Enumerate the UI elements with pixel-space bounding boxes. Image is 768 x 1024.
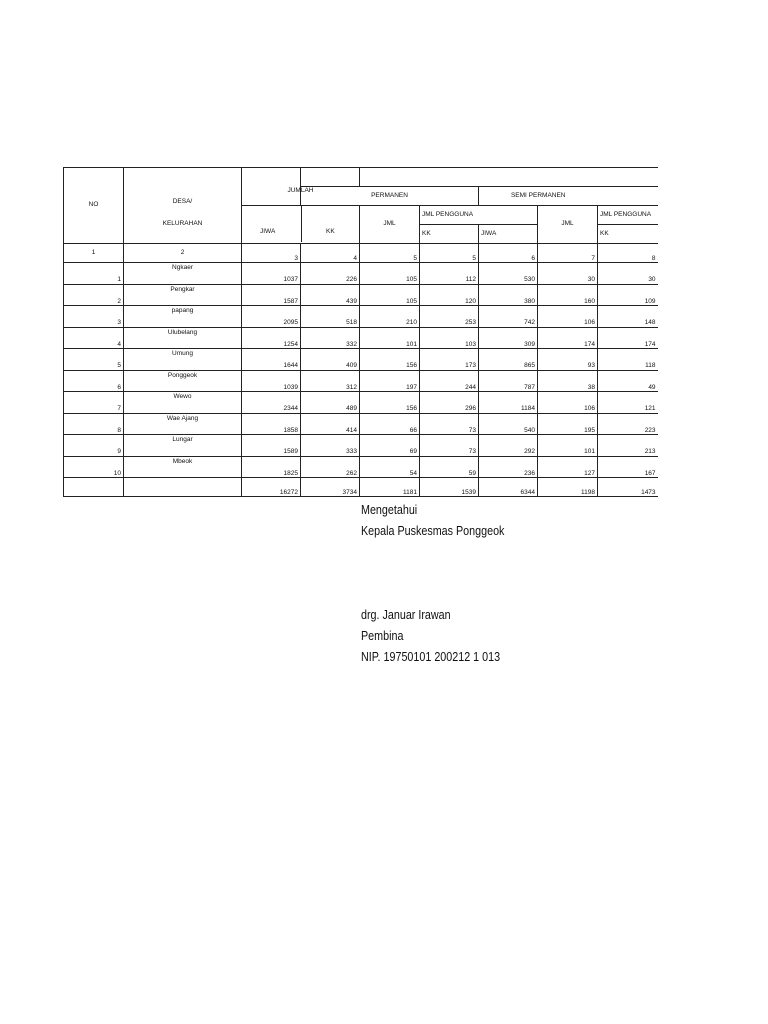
cell-perm-jml: 210 (360, 306, 420, 328)
cell-perm-jiwa: 787 (479, 370, 538, 392)
cell-perm-kk: 120 (420, 284, 479, 306)
cell-no: 9 (64, 435, 124, 457)
cell-kk: 409 (301, 349, 360, 371)
total-semi-kk: 1473 (598, 478, 658, 497)
cell-semi-kk: 213 (598, 435, 658, 457)
cell-no: 4 (64, 327, 124, 349)
signature-rank: Pembina (361, 629, 404, 643)
table-row (64, 413, 658, 435)
cell-semi-kk: 109 (598, 284, 658, 306)
cell-semi-kk: 30 (598, 263, 658, 285)
cell-perm-jiwa: 742 (479, 306, 538, 328)
header-perm-jml: JML (360, 206, 420, 244)
cell-desa: Umung (124, 349, 242, 371)
cell-semi-jml: 38 (538, 370, 598, 392)
cell-desa: papang (124, 306, 242, 328)
cell-perm-jml: 66 (360, 413, 420, 435)
total-no (64, 478, 124, 497)
colnum-5: 5 (360, 244, 420, 263)
cell-jiwa: 2095 (242, 306, 301, 328)
colnum-5b: 5 (420, 244, 479, 263)
header-jumlah: JUMLAH (287, 187, 314, 194)
cell-semi-kk: 49 (598, 370, 658, 392)
cell-desa: Ponggeok (124, 370, 242, 392)
colnum-8: 8 (598, 244, 658, 263)
total-kk: 3734 (301, 478, 360, 497)
cell-perm-kk: 103 (420, 327, 479, 349)
cell-semi-kk: 148 (598, 306, 658, 328)
header-perm-pengguna: JML PENGGUNA (420, 206, 538, 225)
cell-no: 5 (64, 349, 124, 371)
header-jumlah-jiwa: JIWA (260, 228, 276, 235)
cell-jiwa: 1587 (242, 284, 301, 306)
cell-semi-kk: 223 (598, 413, 658, 435)
cell-no: 3 (64, 306, 124, 328)
cell-semi-jml: 160 (538, 284, 598, 306)
cell-semi-kk: 167 (598, 456, 658, 478)
cell-semi-jml: 106 (538, 306, 598, 328)
header-perm-jiwa: JIWA (479, 225, 538, 244)
total-perm-jml: 1181 (360, 478, 420, 497)
cell-perm-jml: 101 (360, 327, 420, 349)
table-row (64, 435, 658, 457)
cell-perm-jiwa: 1184 (479, 392, 538, 414)
cell-perm-jml: 156 (360, 392, 420, 414)
cell-jiwa: 1254 (242, 327, 301, 349)
cell-perm-jiwa: 380 (479, 284, 538, 306)
cell-semi-kk: 121 (598, 392, 658, 414)
cell-kk: 489 (301, 392, 360, 414)
cell-desa: Lungar (124, 435, 242, 457)
cell-perm-kk: 244 (420, 370, 479, 392)
table-row (64, 370, 658, 392)
cell-desa: Wae Ajang (124, 413, 242, 435)
header-perm-kk: KK (420, 225, 479, 244)
cell-semi-jml: 101 (538, 435, 598, 457)
table-row (64, 263, 658, 285)
cell-jiwa: 1039 (242, 370, 301, 392)
data-table (63, 167, 658, 497)
cell-semi-jml: 93 (538, 349, 598, 371)
cell-desa: Pengkar (124, 284, 242, 306)
cell-perm-jiwa: 236 (479, 456, 538, 478)
cell-perm-kk: 173 (420, 349, 479, 371)
cell-desa: Ulubelang (124, 327, 242, 349)
cell-no: 8 (64, 413, 124, 435)
colnum-1: 1 (64, 244, 124, 263)
table-row (64, 306, 658, 328)
cell-perm-jml: 105 (360, 263, 420, 285)
cell-perm-jml: 197 (360, 370, 420, 392)
cell-perm-kk: 73 (420, 413, 479, 435)
cell-perm-kk: 112 (420, 263, 479, 285)
header-semi-pengguna: JML PENGGUNA (598, 206, 658, 225)
header-kelurahan: KELURAHAN (124, 206, 242, 244)
table-row (64, 327, 658, 349)
cell-perm-kk: 59 (420, 456, 479, 478)
cell-no: 1 (64, 263, 124, 285)
cell-perm-jml: 69 (360, 435, 420, 457)
signature-mengetahui: Mengetahui (361, 503, 418, 517)
cell-desa: Ngkaer (124, 263, 242, 285)
cell-perm-jml: 54 (360, 456, 420, 478)
cell-jiwa: 1825 (242, 456, 301, 478)
cell-perm-kk: 296 (420, 392, 479, 414)
header-semi-permanen: SEMI PERMANEN (479, 187, 598, 206)
cell-perm-jiwa: 530 (479, 263, 538, 285)
cell-semi-jml: 127 (538, 456, 598, 478)
cell-semi-kk: 118 (598, 349, 658, 371)
table-row (64, 392, 658, 414)
cell-no: 6 (64, 370, 124, 392)
cell-no: 7 (64, 392, 124, 414)
cell-jiwa: 1644 (242, 349, 301, 371)
cell-semi-jml: 195 (538, 413, 598, 435)
total-row (64, 478, 658, 497)
colnum-2: 2 (124, 244, 242, 263)
cell-desa: Mbeok (124, 456, 242, 478)
header-top-band (360, 168, 658, 187)
cell-kk: 226 (301, 263, 360, 285)
total-jiwa: 16272 (242, 478, 301, 497)
cell-perm-kk: 253 (420, 306, 479, 328)
total-perm-jiwa: 6344 (479, 478, 538, 497)
colnum-3: 3 (242, 244, 301, 263)
column-number-row (64, 244, 658, 263)
cell-kk: 414 (301, 413, 360, 435)
cell-no: 10 (64, 456, 124, 478)
table-row (64, 349, 658, 371)
cell-perm-jiwa: 540 (479, 413, 538, 435)
cell-perm-jiwa: 309 (479, 327, 538, 349)
cell-perm-jiwa: 865 (479, 349, 538, 371)
cell-semi-kk: 174 (598, 327, 658, 349)
header-jumlah-kk: KK (326, 228, 335, 235)
cell-kk: 333 (301, 435, 360, 457)
colnum-7: 7 (538, 244, 598, 263)
colnum-6: 6 (479, 244, 538, 263)
cell-semi-jml: 106 (538, 392, 598, 414)
total-semi-jml: 1198 (538, 478, 598, 497)
total-perm-kk: 1539 (420, 478, 479, 497)
signature-nip: NIP. 19750101 200212 1 013 (361, 650, 501, 664)
cell-perm-kk: 73 (420, 435, 479, 457)
cell-kk: 332 (301, 327, 360, 349)
header-spacer (301, 168, 360, 187)
header-desa: DESA/ (124, 168, 242, 206)
header-semi-jml: JML (538, 206, 598, 244)
signature-position: Kepala Puskesmas Ponggeok (361, 524, 505, 538)
cell-kk: 262 (301, 456, 360, 478)
cell-kk: 518 (301, 306, 360, 328)
cell-semi-jml: 174 (538, 327, 598, 349)
total-desa (124, 478, 242, 497)
signature-name: drg. Januar Irawan (361, 608, 451, 622)
cell-jiwa: 1589 (242, 435, 301, 457)
table-row (64, 284, 658, 306)
cell-desa: Wewo (124, 392, 242, 414)
header-semi-kk: KK (598, 225, 658, 244)
cell-semi-jml: 30 (538, 263, 598, 285)
cell-perm-jml: 156 (360, 349, 420, 371)
header-no: NO (64, 168, 124, 244)
header-jumlah-group (242, 187, 360, 244)
cell-kk: 312 (301, 370, 360, 392)
colnum-4: 4 (301, 244, 360, 263)
cell-kk: 439 (301, 284, 360, 306)
cell-jiwa: 1858 (242, 413, 301, 435)
table-row (64, 456, 658, 478)
cell-no: 2 (64, 284, 124, 306)
cell-perm-jml: 105 (360, 284, 420, 306)
cell-jiwa: 2344 (242, 392, 301, 414)
cell-jiwa: 1037 (242, 263, 301, 285)
header-permanen: PERMANEN (301, 187, 479, 206)
cell-perm-jiwa: 292 (479, 435, 538, 457)
